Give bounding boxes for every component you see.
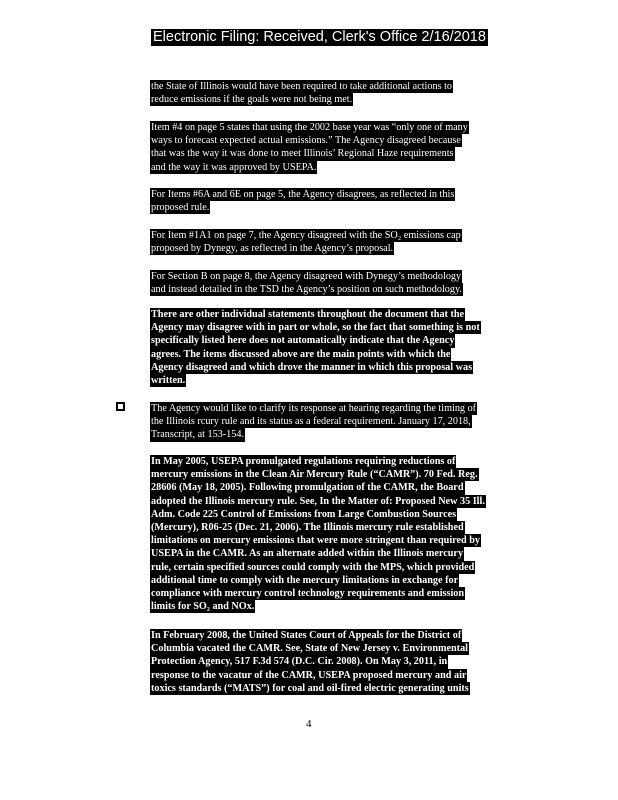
text-line: specifically listed here does not automatically indicate that the Agency <box>151 335 455 347</box>
text-line: reduce emissions if the goals were not being met. <box>151 94 353 106</box>
text-line: and instead detailed in the TSD the Agency’s position on such methodology. <box>151 284 462 296</box>
text-line: agrees. The items discussed above are the main points with which the <box>151 348 451 360</box>
text-line: For Items #6A and 6E on page 5, the Agency disagrees, as reflected in this <box>151 189 455 200</box>
text-line: In May 2005, USEPA promulgated regulations requiring reductions of <box>151 456 456 467</box>
text-line: compliance with mercury control technology requirements and emission <box>151 588 465 600</box>
paragraph-camr-2005 <box>150 455 530 613</box>
text-line: Columbia vacated the CAMR. See, State of New Jersey v. Environmental <box>151 643 469 655</box>
page-number: 4 <box>306 718 312 730</box>
text-line: limits for SO₂ and NOx. <box>151 601 255 613</box>
text-line: proposed by Dynegy, as reflected in the Agency’s proposal. <box>151 243 394 255</box>
text-line: The Agency would like to clarify its response at hearing regarding the timing of <box>151 403 477 414</box>
text-line: USEPA in the CAMR. As an alternate added within the Illinois mercury <box>151 548 464 560</box>
bullet-icon <box>116 402 125 411</box>
text-line: ways to forecast expected actual emissions.” The Agency disagreed because <box>151 135 461 147</box>
text-line: and the way it was approved by USEPA. <box>151 161 317 173</box>
text-line: Transcript, at 153-154. <box>151 429 245 441</box>
text-line: Item #4 on page 5 states that using the 2002 base year was “only one of many <box>151 122 468 133</box>
text-line: the Illinois rcury rule and its status as a federal requirement. January 17, 2018, <box>151 416 471 428</box>
electronic-filing-stamp: Electronic Filing: Received, Clerk's Office 2/16/2018 <box>153 29 486 45</box>
paragraph-section-b <box>150 270 530 296</box>
text-line: Protection Agency, 517 F.3d 574 (D.C. Cir. 2008). On May 3, 2011, in <box>151 656 448 668</box>
paragraph-items-6a-6e <box>150 188 530 214</box>
text-line: limitations on mercury emissions that were more stringent than required by <box>151 535 481 547</box>
text-line: Agency may disagree with in part or whole, so the fact that something is not <box>151 322 480 334</box>
text-line: toxics standards (“MATS”) for coal and oil-fired electric generating units <box>151 682 469 694</box>
text-line: written. <box>151 375 186 387</box>
text-line: Agency disagreed and which drove the manner in which this proposal was <box>151 361 473 373</box>
text-line: rule, certain specified sources could comply with the MPS, which provided <box>151 561 475 573</box>
paragraph-item-1a1 <box>150 229 530 255</box>
text-line: additional time to comply with the mercury limitations in exchange for <box>151 574 459 586</box>
text-line: response to the vacatur of the CAMR, USEPA proposed mercury and air <box>151 669 467 681</box>
text-line: For Item #1A1 on page 7, the Agency disagreed with the SO₂ emissions cap <box>151 230 461 241</box>
text-line: that was the way it was done to meet Illinois’ Regional Haze requirements <box>151 148 454 160</box>
paragraph-mercury-clarification <box>150 402 530 442</box>
text-line: proposed rule. <box>151 202 210 214</box>
text-line: Adm. Code 225 Control of Emissions from Large Combustion Sources <box>151 508 457 520</box>
text-line: In February 2008, the United States Court of Appeals for the District of <box>151 630 462 641</box>
text-line: For Section B on page 8, the Agency disagreed with Dynegy’s methodology <box>151 271 462 282</box>
text-line: (Mercury), R06-25 (Dec. 21, 2006). The Illinois mercury rule established <box>151 522 464 534</box>
text-line: adopted the Illinois mercury rule. See, In the Matter of: Proposed New 35 Ill. <box>151 495 485 507</box>
paragraph-other-statements <box>150 308 530 387</box>
text-line: mercury emissions in the Clean Air Mercury Rule (“CAMR”). 70 Fed. Reg. <box>151 469 478 481</box>
text-line: the State of Illinois would have been required to take additional actions to <box>151 81 453 92</box>
paragraph-camr-vacated-2008 <box>150 629 530 695</box>
text-line: 28606 (May 18, 2005). Following promulgation of the CAMR, the Board <box>151 482 464 494</box>
text-line: There are other individual statements throughout the document that the <box>151 309 465 320</box>
paragraph-regional-haze-goals <box>150 80 530 106</box>
paragraph-item-4 <box>150 121 530 174</box>
